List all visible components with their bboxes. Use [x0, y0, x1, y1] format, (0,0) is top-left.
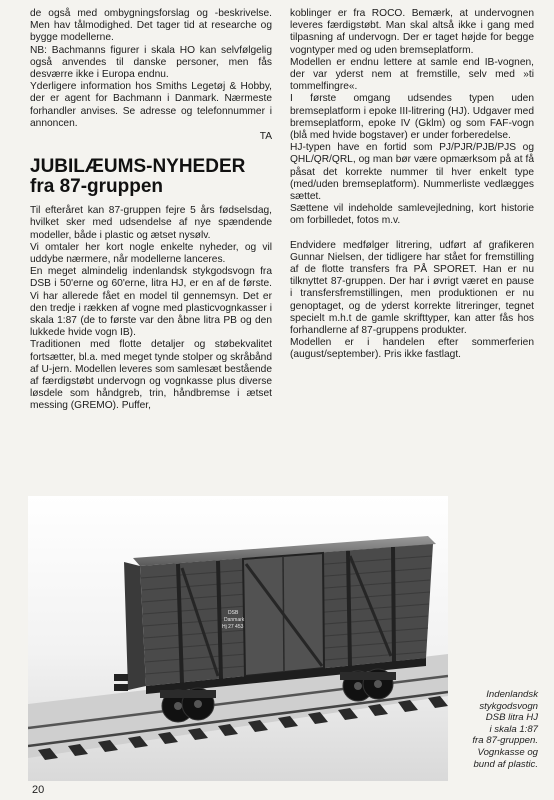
wagon-marking: Hj 27 453 — [222, 624, 244, 630]
left-column — [30, 8, 272, 413]
article-paragraph: En meget almindelig indenlandsk stykgodsvogn fra DSB i 50'erne og 60'erne, litra HJ, er en af de første. Vi har allerede fået en model til gennemsyn. Det er den tredje i rækken af vogne med plasticvognkasser i skala 1:87 (de to første var den åbne litra PB og den lukkede hvide vogn IB). — [30, 266, 272, 339]
article-paragraph: Modellen er i handelen efter sommerferien (august/september). Pris ikke fastlagt. — [290, 337, 534, 361]
intro-paragraph: Yderligere information hos Smiths Legetøj & Hobby, der er agent for Bachmann i Danmark. Nærmeste forhandler anvises. Se adresse og telefonnummer i annoncen. — [30, 81, 272, 129]
article-paragraph: Sættene vil indeholde samlevejledning, kort historie om forbilledet, fotos m.v. — [290, 203, 534, 227]
article-paragraph: Til efteråret kan 87-gruppen fejre 5 års fødselsdag, hvilket sker med udsendelse af nye spændende modeller, både i plastic og ætset nysølv. — [30, 205, 272, 241]
page-number: 20 — [32, 784, 45, 796]
wagon-marking: DSB — [228, 610, 239, 616]
article-paragraph: Traditionen med flotte detaljer og støbekvalitet fortsætter, bl.a. med meget tynde stolper og skråbånd af U-jern. Modellen leveres som samlesæt bestående af færdigstøbt undervogn og vognkasse plus diverse løsdele som håndgreb, trin, håndbremse i ætset messing (GREMO). Puffer, — [30, 339, 272, 412]
article-paragraph: Vi omtaler her kort nogle enkelte nyheder, og vil uddybe nærmere, når modellerne lanceres. — [30, 241, 272, 266]
wagon-photo-image — [28, 496, 448, 781]
photo-caption — [452, 689, 538, 770]
caption-line: stykgodsvogn — [479, 700, 538, 712]
article-paragraph: I første omgang udsendes typen uden bremseplatform i epoke III-litrering (HJ). Udgaver med bremseplatform, epoke IV (Gklm) og som FAF-vogn (blå med hvide bogstaver) er under forberedelse. — [290, 93, 534, 142]
caption-line: bund af plastic. — [473, 758, 538, 770]
intro-paragraph: NB: Bachmanns figurer i skala HO kan selvfølgelig også anvendes til danske personer, men fås desværre ikke i Europa endnu. — [30, 44, 272, 81]
caption-line: DSB litra HJ — [485, 712, 538, 724]
article-paragraph: Endvidere medfølger litrering, udført af grafikeren Gunnar Nielsen, der tidligere har stået for fremstilling af de flotte transfers fra PÅ SPORET. Han er nu tilknyttet 87-gruppen. Der har i øvrigt været en pause i transfersfremstillingen, men produktionen er nu genoptaget, og de yderst korrekte litreringer, tegnet specielt m.h.t de gamle skrifttyper, kan atter fås hos forhandlerne af 87-gruppens produkter. — [290, 239, 534, 337]
author-signature: TA — [259, 131, 272, 143]
caption-line: Indenlandsk — [486, 689, 538, 700]
intro-paragraph: de også med ombygningsforslag og -beskrivelse. Men hav tålmodighed. Det tager tid at researche og bygge modellerne. — [30, 8, 272, 44]
headline-line: fra 87-gruppen — [30, 176, 164, 198]
headline-line: JUBILÆUMS-NYHEDER — [30, 156, 246, 178]
paragraph-gap — [290, 228, 534, 240]
article-paragraph: koblinger er fra ROCO. Bemærk, at undervognen leveres færdigstøbt. Man skal altså ikke i gang med tilpasning af undervogn. Der er taget højde for begge vogntyper med og uden bremseplatform. — [290, 8, 534, 56]
article-paragraph: HJ-typen have en fortid som PJ/PJR/PJB/PJS og QHL/QR/QRL, og man bør være opmærksom på at få påsat det korrekte nummer til hver enkelt type (med/uden bremseplatform). Nummerliste vedlægges sættet. — [290, 142, 534, 203]
caption-line: Vognkasse og — [477, 746, 538, 758]
caption-line: fra 87-gruppen. — [472, 735, 538, 747]
article-paragraph: Modellen er endnu lettere at samle end IB-vognen, der var yderst nem at fremstille, selv med »ti tommelfingre«. — [290, 56, 534, 93]
caption-line: i skala 1:87 — [489, 723, 538, 735]
article-headline — [30, 157, 272, 197]
right-column — [290, 8, 534, 362]
wagon-photo — [28, 496, 448, 781]
wagon-marking: Danmark — [224, 617, 245, 623]
